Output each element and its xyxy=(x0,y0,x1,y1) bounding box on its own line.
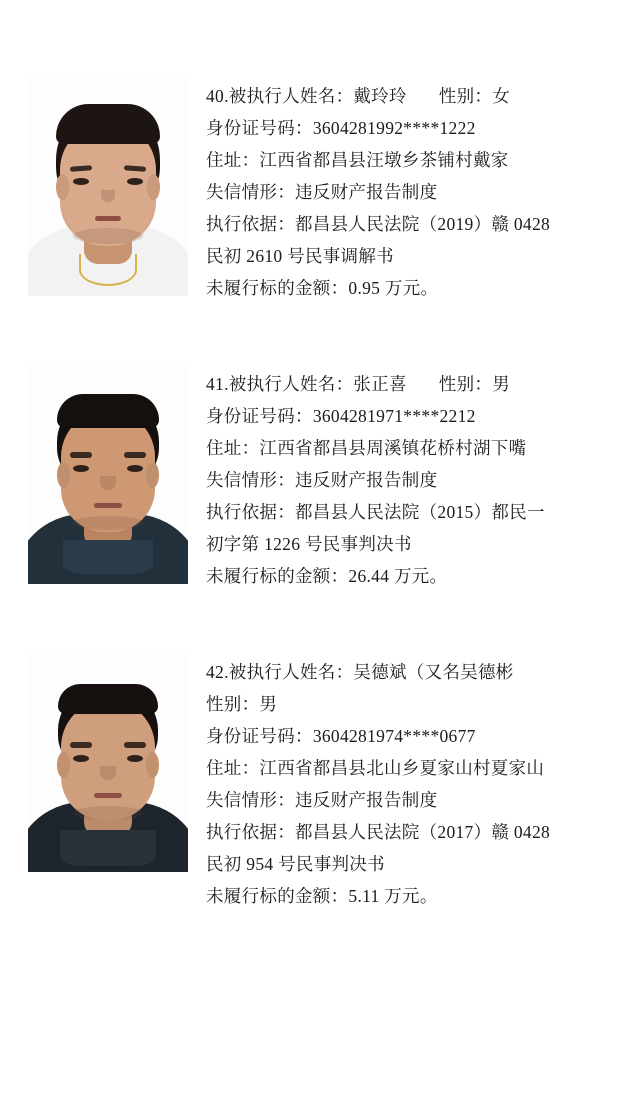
basis-line-2 xyxy=(206,528,622,560)
amount-label: 未履行标的金额： xyxy=(206,278,349,298)
basis-line-1 xyxy=(206,208,622,240)
basis-line-1 xyxy=(206,496,622,528)
gender-label: 性别： xyxy=(438,374,493,394)
entry-index: 40. xyxy=(206,86,229,106)
gender-value: 女 xyxy=(492,86,511,106)
amount-line xyxy=(206,560,622,592)
debtor-entry xyxy=(0,654,640,912)
id-label: 身份证号码： xyxy=(206,726,313,746)
id-line xyxy=(206,720,622,752)
name-line xyxy=(206,80,622,112)
debtor-entry xyxy=(0,78,640,304)
debtor-entry xyxy=(0,366,640,592)
gender-label: 性别： xyxy=(206,694,260,714)
address-value: 江西省都昌县北山乡夏家山村夏家山 xyxy=(259,758,545,778)
debtor-info xyxy=(188,654,622,912)
gender-value: 男 xyxy=(259,694,278,714)
dishonesty-line xyxy=(206,176,622,208)
name-line xyxy=(206,656,622,688)
basis-line-2 xyxy=(206,848,622,880)
portrait-photo-wu-debin xyxy=(28,654,188,872)
address-label: 住址： xyxy=(206,758,260,778)
gender-value: 男 xyxy=(492,374,511,394)
address-line xyxy=(206,752,622,784)
document-page xyxy=(0,78,640,1106)
dishonesty-label: 失信情形： xyxy=(206,182,295,202)
amount-line xyxy=(206,880,622,912)
address-value: 江西省都昌县周溪镇花桥村湖下嘴 xyxy=(259,438,527,458)
debtor-name: 张正喜 xyxy=(353,374,407,394)
name-line xyxy=(206,368,622,400)
dishonesty-value: 违反财产报告制度 xyxy=(295,470,438,490)
basis-line-2 xyxy=(206,240,622,272)
entry-index: 42. xyxy=(206,662,229,682)
amount-label: 未履行标的金额： xyxy=(206,886,349,906)
debtor-info xyxy=(188,78,622,304)
portrait-photo-zhang-zhengxi xyxy=(28,366,188,584)
amount-value: 26.44 万元。 xyxy=(348,566,448,586)
address-line xyxy=(206,432,622,464)
gender-label: 性别： xyxy=(438,86,493,106)
id-value: 3604281992****1222 xyxy=(312,118,476,138)
basis-label: 执行依据： xyxy=(206,822,295,842)
dishonesty-value: 违反财产报告制度 xyxy=(295,182,438,202)
basis-line-1 xyxy=(206,816,622,848)
basis-label: 执行依据： xyxy=(206,502,295,522)
dishonesty-line xyxy=(206,784,622,816)
dishonesty-label: 失信情形： xyxy=(206,470,295,490)
amount-label: 未履行标的金额： xyxy=(206,566,349,586)
gender-line xyxy=(206,688,622,720)
entry-index: 41. xyxy=(206,374,229,394)
basis-value-1: 都昌县人民法院（2019）赣 0428 xyxy=(295,214,551,234)
basis-value-2: 民初 954 号民事判决书 xyxy=(206,854,385,874)
name-label: 被执行人姓名： xyxy=(228,374,354,394)
id-label: 身份证号码： xyxy=(206,406,313,426)
amount-value: 0.95 万元。 xyxy=(348,278,439,298)
id-line xyxy=(206,112,622,144)
debtor-name: 吴德斌（又名吴德彬 xyxy=(353,662,514,682)
name-label: 被执行人姓名： xyxy=(228,86,354,106)
dishonesty-line xyxy=(206,464,622,496)
id-value: 3604281974****0677 xyxy=(312,726,476,746)
basis-value-1: 都昌县人民法院（2017）赣 0428 xyxy=(295,822,551,842)
dishonesty-value: 违反财产报告制度 xyxy=(295,790,438,810)
basis-value-1: 都昌县人民法院（2015）都民一 xyxy=(295,502,545,522)
amount-value: 5.11 万元。 xyxy=(348,886,438,906)
debtor-info xyxy=(188,366,622,592)
address-line xyxy=(206,144,622,176)
address-label: 住址： xyxy=(206,150,260,170)
id-label: 身份证号码： xyxy=(206,118,313,138)
portrait-photo-dai-lingling xyxy=(28,78,188,296)
basis-value-2: 初字第 1226 号民事判决书 xyxy=(206,534,412,554)
amount-line xyxy=(206,272,622,304)
address-value: 江西省都昌县汪墩乡茶铺村戴家 xyxy=(259,150,509,170)
address-label: 住址： xyxy=(206,438,260,458)
basis-label: 执行依据： xyxy=(206,214,295,234)
id-line xyxy=(206,400,622,432)
name-label: 被执行人姓名： xyxy=(228,662,354,682)
dishonesty-label: 失信情形： xyxy=(206,790,295,810)
debtor-name: 戴玲玲 xyxy=(353,86,407,106)
basis-value-2: 民初 2610 号民事调解书 xyxy=(206,246,394,266)
id-value: 3604281971****2212 xyxy=(312,406,476,426)
